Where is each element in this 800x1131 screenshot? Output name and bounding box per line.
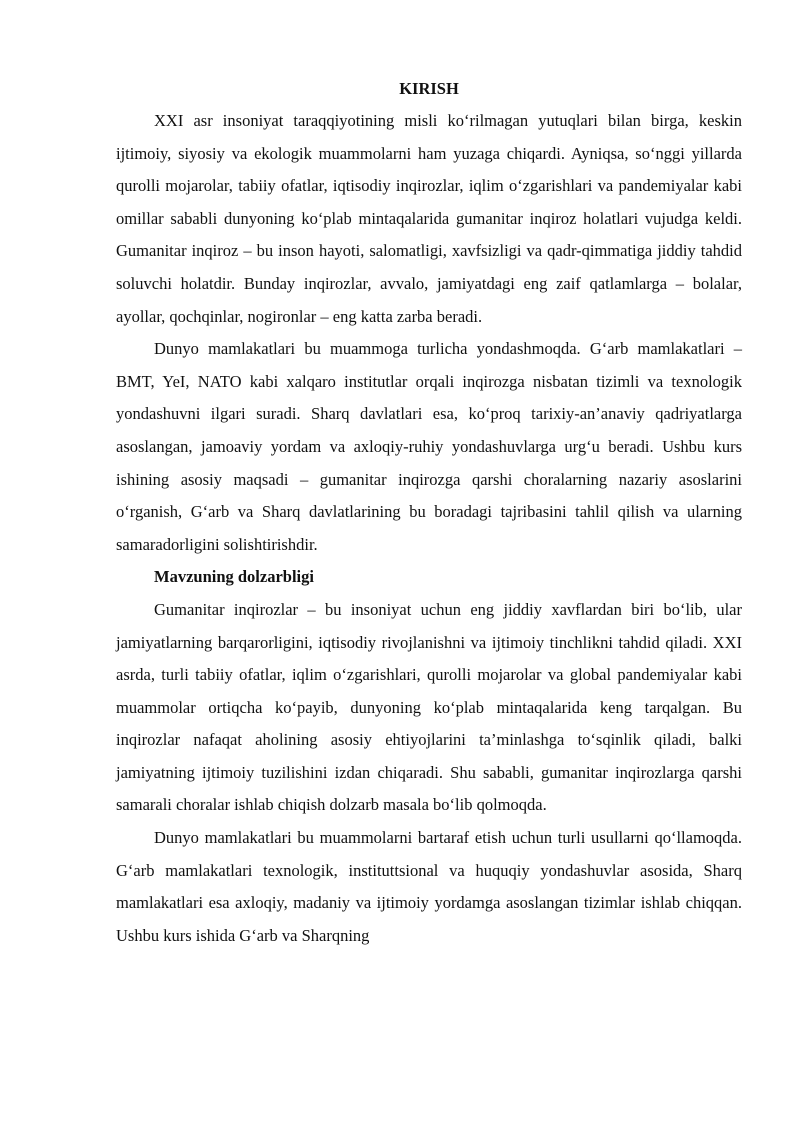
document-page [116,76,742,952]
section-heading: Mavzuning dolzarbligi [154,567,314,587]
paragraph-intro-2: Dunyo mamlakatlari bu muammoga turlicha yondashmoqda. G‘arb mamlakatlari – BMT, YeI, NATO kabi xalqaro institutlar orqali inqirozga nisbatan tizimli va texnologik yondashuvni ilgari suradi. Sharq davlatlari esa, ko‘proq tarixiy-an’anaviy qadriyatlarga asoslangan, jamoaviy yordam va axloqiy-ruhiy yondashuvlarga urg‘u beradi. Ushbu kurs ishining asosiy maqsadi – gumanitar inqirozga qarshi choralarning nazariy asoslarini o‘rganish, G‘arb va Sharq davlatlarining bu boradagi tajribasini tahlil qilish va ularning samaradorligini solishtirishdir. [116,339,742,554]
paragraph-relevance-1: Gumanitar inqirozlar – bu insoniyat uchun eng jiddiy xavflardan biri bo‘lib, ular jamiyatlarning barqarorligini, iqtisodiy rivojlanishni va ijtimoiy tinchlikni tahdid qiladi. XXI asrda, turli tabiiy ofatlar, iqlim o‘zgarishlari, qurolli mojarolar va global pandemiyalar kabi muammolar ortiqcha ko‘payib, dunyoning ko‘plab mintaqalarida keng tarqalgan. Bu inqirozlar nafaqat aholining asosiy ehtiyojlarini ta’minlashga to‘sqinlik qiladi, balki jamiyatning ijtimoiy tuzilishini izdan chiqaradi. Shu sababli, gumanitar inqirozlarga qarshi samarali choralar ishlab chiqish dolzarb masala bo‘lib qolmoqda. [116,599,742,815]
paragraph-intro-1: XXI asr insoniyat taraqqiyotining misli ko‘rilmagan yutuqlari bilan birga, keskin ijtimoiy, siyosiy va ekologik muammolarni ham yuzaga chiqardi. Ayniqsa, so‘nggi yillarda qurolli mojarolar, tabiiy ofatlar, iqtisodiy inqirozlar, iqlim o‘zgarishlari va pandemiyalar kabi omillar sababli dunyoning ko‘plab mintaqalarida gumanitar inqiroz holatlari vujudga keldi. Gumanitar inqiroz – bu inson hayoti, salomatligi, xavfsizligi va qadr-qimmatiga jiddiy tahdid soluvchi holatdir. Bunday inqirozlar, avvalo, jamiyatdagi eng zaif qatlamlarga – bolalar, ayollar, qochqinlar, nogironlar – eng katta zarba beradi. [116,111,742,326]
page-title: KIRISH [399,79,459,98]
paragraph-relevance-2: Dunyo mamlakatlari bu muammolarni bartaraf etish uchun turli usullarni qo‘llamoqda. G‘arb mamlakatlari texnologik, instituttsional va huquqiy yondashuvlar asosida, Sharq mamlakatlari esa axloqiy, madaniy va ijtimoiy yordamga asoslangan tizimlar ishlab chiqqan. Ushbu kurs ishida G‘arb va Sharqning [116,828,742,945]
